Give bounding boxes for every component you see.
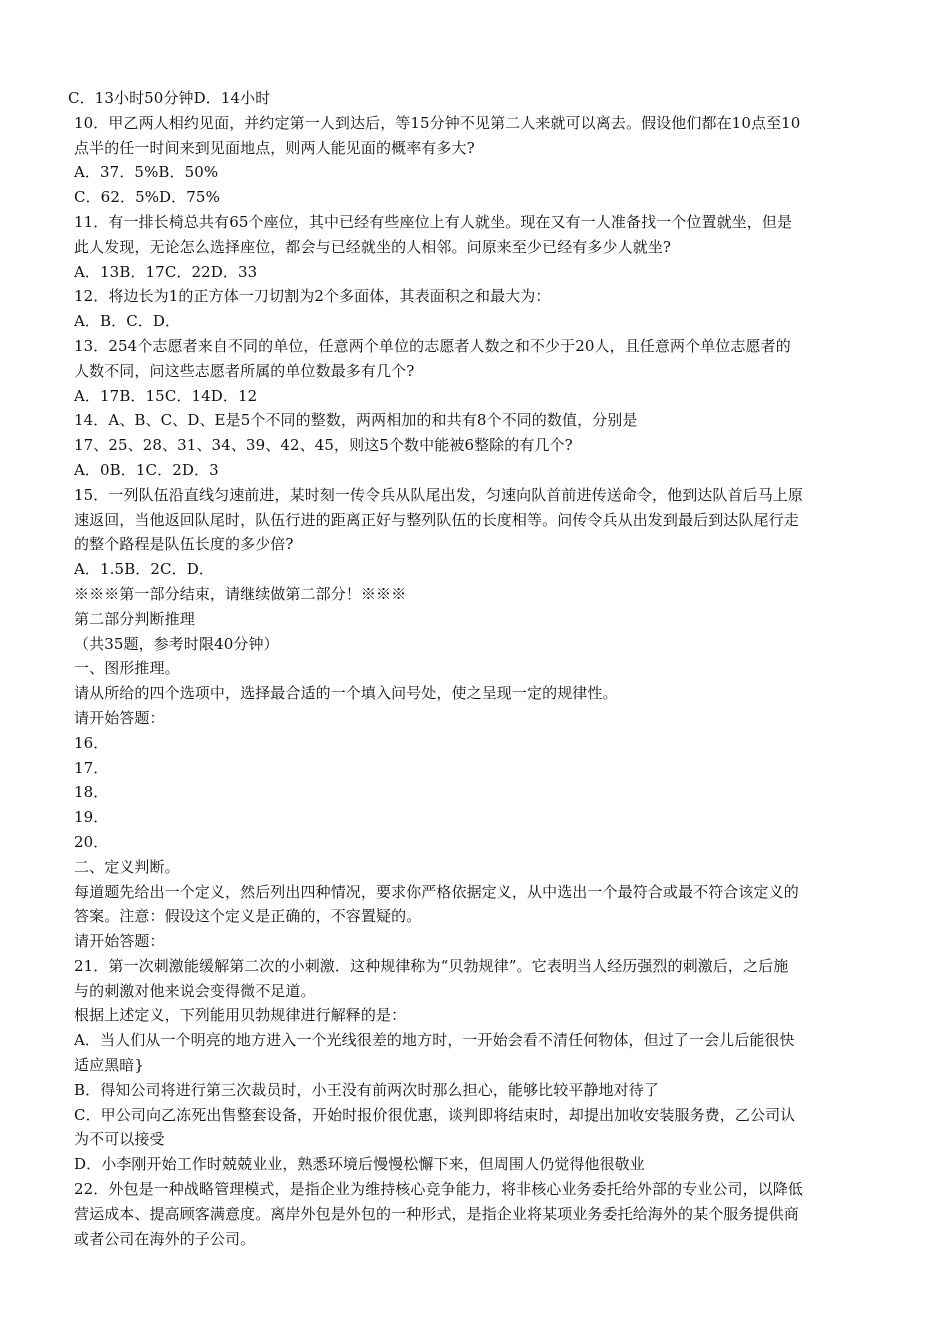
- text-line: 速返回，当他返回队尾时，队伍行进的距离正好与整列队伍的长度相等。问传令兵从出发到最后到达队尾行走: [74, 510, 799, 529]
- text-line: 适应黑暗}: [74, 1056, 145, 1075]
- text-line: A．13B．17C．22D．33: [74, 262, 258, 281]
- text-line: 10．甲乙两人相约见面，并约定第一人到达后，等15分钟不见第二人来就可以离去。假设他们都在10点至10: [74, 113, 801, 132]
- text-line: 根据上述定义，下列能用贝勃规律进行解释的是：: [74, 1006, 407, 1025]
- text-line: 人数不同，问这些志愿者所属的单位数最多有几个?: [74, 361, 415, 380]
- text-line: 12．将边长为1的正方体一刀切割为2个多面体，其表面积之和最大为：: [74, 287, 551, 306]
- text-line: C．62．5%D．75%: [74, 188, 220, 207]
- text-line: A．1.5B．2C．D．: [74, 560, 214, 579]
- text-line: 请从所给的四个选项中，选择最合适的一个填入问号处，使之呈现一定的规律性。: [74, 684, 618, 703]
- text-line: 20．: [74, 832, 109, 851]
- text-line: 此人发现，无论怎么选择座位，都会与已经就坐的人相邻。问原来至少已经有多少人就坐?: [74, 237, 672, 256]
- text-line: ※※※第一部分结束，请继续做第二部分！※※※: [74, 584, 407, 603]
- text-line: 17、25、28、31、34、39、42、45，则这5个数中能被6整除的有几个?: [74, 436, 573, 455]
- text-line: C．甲公司向乙冻死出售整套设备，开始时报价很优惠，谈判即将结束时，却提出加收安装服务费，乙公司认: [74, 1105, 796, 1124]
- text-line: D．小李刚开始工作时兢兢业业，熟悉环境后慢慢松懈下来，但周围人仍觉得他很敬业: [74, 1155, 645, 1174]
- text-line: 请开始答题：: [74, 932, 165, 951]
- text-line: 为不可以接受: [74, 1130, 165, 1149]
- text-line: A．0B．1C．2D．3: [74, 460, 219, 479]
- text-line: 15．一列队伍沿直线匀速前进，某时刻一传令兵从队尾出发，匀速向队首前进传送命令，他到达队首后马上原: [74, 485, 803, 504]
- text-line: B．得知公司将进行第三次裁员时，小王没有前两次时那么担心，能够比较平静地对待了: [74, 1080, 659, 1099]
- text-line: A．当人们从一个明亮的地方进入一个光线很差的地方时，一开始会看不清任何物体，但过了一会儿后能很快: [74, 1031, 795, 1050]
- text-line: A．B．C．D．: [74, 312, 181, 331]
- text-line: 16．: [74, 733, 109, 752]
- text-line: 与的刺激对他来说会变得微不足道。: [74, 981, 316, 1000]
- text-line: A．17B．15C．14D．12: [74, 386, 258, 405]
- text-line: 一、图形推理。: [74, 659, 180, 678]
- text-line: 22．外包是一种战略管理模式，是指企业为维持核心竞争能力，将非核心业务委托给外部的专业公司，以降低: [74, 1180, 803, 1199]
- text-line: 或者公司在海外的子公司。: [74, 1229, 256, 1248]
- text-line: 每道题先给出一个定义，然后列出四种情况，要求你严格依据定义，从中选出一个最符合或最不符合该定义的: [74, 882, 799, 901]
- text-line: （共35题，参考时限40分钟）: [74, 634, 279, 653]
- text-line: 的整个路程是队伍长度的多少倍?: [74, 535, 294, 554]
- text-line: 点半的任一时间来到见面地点，则两人能见面的概率有多大?: [74, 138, 475, 157]
- text-line: A．37．5%B．50%: [74, 163, 219, 182]
- text-line: 14．A、B、C、D、E是5个不同的整数，两两相加的和共有8个不同的数值，分别是: [74, 411, 638, 430]
- text-line: 18．: [74, 783, 109, 802]
- text-line: 13．254个志愿者来自不同的单位，任意两个单位的志愿者人数之和不少于20人，且任意两个单位志愿者的: [74, 336, 791, 355]
- text-line: C．13小时50分钟D．14小时: [68, 89, 271, 107]
- text-line: 第二部分判断推理: [74, 609, 195, 628]
- text-line: 营运成本、提高顾客满意度。离岸外包是外包的一种形式，是指企业将某项业务委托给海外的某个服务提供商: [74, 1204, 799, 1223]
- text-line: 17．: [74, 758, 109, 777]
- text-line: 答案。注意：假设这个定义是正确的，不容置疑的。: [74, 907, 422, 926]
- text-line: 21．第一次刺激能缓解第二次的小刺激．这种规律称为“贝勃规律”。它表明当人经历强烈的刺激后，之后施: [74, 956, 789, 975]
- text-line: 请开始答题：: [74, 708, 165, 727]
- text-line: 11．有一排长椅总共有65个座位，其中已经有些座位上有人就坐。现在又有一人准备找一个位置就坐，但是: [74, 212, 793, 231]
- text-line: 19．: [74, 808, 109, 827]
- text-line: 二、定义判断。: [74, 857, 180, 876]
